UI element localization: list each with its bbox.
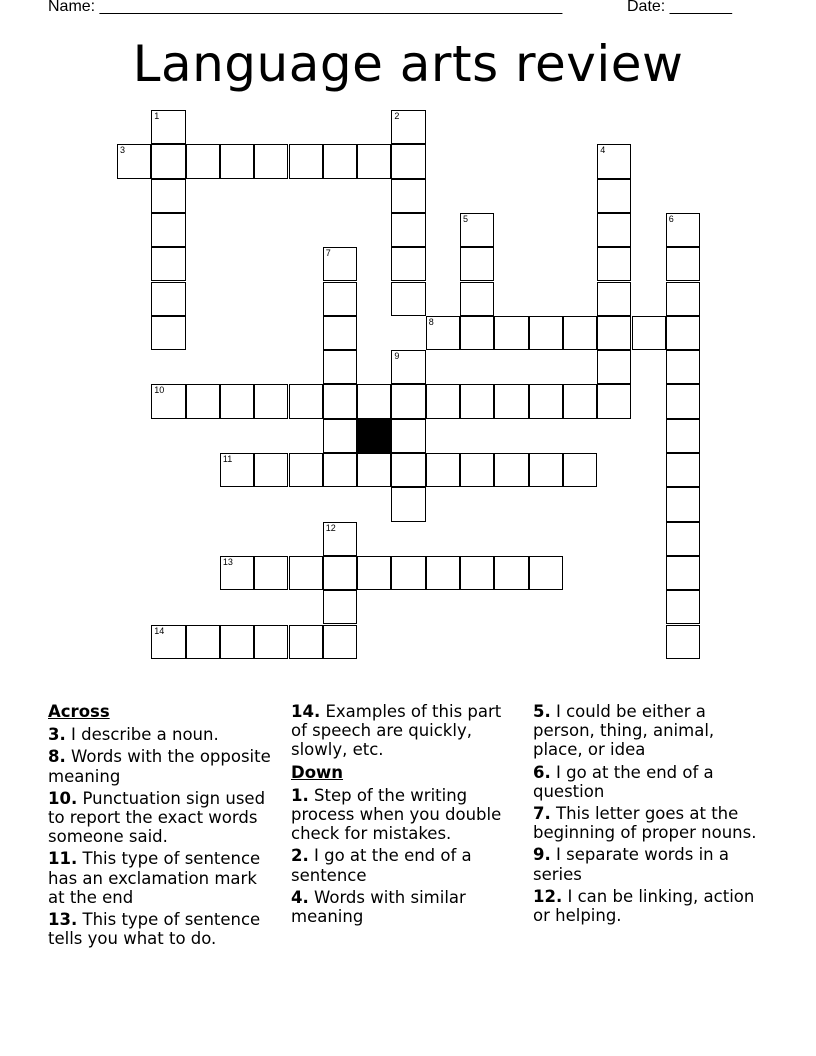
crossword-cell[interactable] [220,453,254,487]
crossword-cell[interactable] [460,556,494,590]
crossword-cell[interactable] [151,316,185,350]
clue-text: Punctuation sign used to report the exact words someone said. [48,788,266,847]
clue-text: I go at the end of a question [533,762,714,801]
crossword-cell[interactable] [666,350,700,384]
crossword-cell[interactable] [323,350,357,384]
crossword-cell[interactable] [460,247,494,281]
clue-down-1 [291,786,519,844]
cell-number: 6 [668,213,674,224]
crossword-cell[interactable] [220,556,254,590]
cell-number: 5 [463,213,469,224]
cell-number: 10 [154,385,165,396]
clue-text: Examples of this part of speech are quickly, slowly, etc. [291,702,502,760]
crossword-cell[interactable] [151,282,185,316]
crossword-cell[interactable] [391,419,425,453]
crossword-cell[interactable] [666,487,700,521]
date-field: Date: _______ [627,0,732,15]
crossword-cell[interactable] [323,590,357,624]
clue-number: 10. [48,788,78,808]
clue-number: 2. [291,846,309,866]
crossword-cell[interactable] [323,556,357,590]
crossword-cell[interactable] [391,179,425,213]
clue-text: Step of the writing process when you double check for mistakes. [291,785,502,844]
crossword-cell[interactable] [632,316,666,350]
cell-number: 13 [222,556,233,567]
crossword-cell[interactable] [460,316,494,350]
crossword-cell[interactable] [220,625,254,659]
crossword-cell[interactable] [391,110,425,144]
crossword-cell[interactable] [289,625,323,659]
crossword-cell[interactable] [151,213,185,247]
crossword-cell[interactable] [529,316,563,350]
crossword-cell[interactable] [563,316,597,350]
clue-number: 11. [48,849,78,869]
crossword-cell[interactable] [460,213,494,247]
crossword-cell[interactable] [323,384,357,418]
crossword-cell[interactable] [357,453,391,487]
crossword-cell[interactable] [666,419,700,453]
crossword-cell[interactable] [426,316,460,350]
crossword-cell[interactable] [254,556,288,590]
crossword-cell[interactable] [357,144,391,178]
cell-number: 2 [394,111,400,121]
clue-down-5 [533,702,761,760]
clue-number: 6. [533,762,551,782]
crossword-cell[interactable] [666,213,700,247]
crossword-cell[interactable] [597,144,631,178]
crossword-cell[interactable] [186,384,220,418]
crossword-cell[interactable] [151,384,185,418]
crossword-cell[interactable] [494,556,528,590]
crossword-cell[interactable] [323,247,357,281]
clues-column-3 [533,702,761,928]
crossword-cell[interactable] [186,625,220,659]
across-heading: Across [48,702,110,721]
clue-text: I can be linking, action or helping. [533,886,755,926]
cell-number: 1 [154,111,160,121]
clue-number: 8. [48,747,66,767]
cell-number: 9 [394,351,400,362]
crossword-cell[interactable] [391,144,425,178]
clue-down-2 [291,846,519,884]
crossword-cell[interactable] [391,247,425,281]
crossword-cell[interactable] [529,384,563,418]
clue-across-8 [48,747,276,785]
crossword-cell[interactable] [460,453,494,487]
crossword-cell[interactable] [426,556,460,590]
clue-text: I describe a noun. [71,725,219,745]
clues-column-1 [48,702,276,951]
clue-across-10 [48,789,276,847]
clue-down-7 [533,804,761,842]
crossword-cell[interactable] [460,282,494,316]
crossword-cell[interactable] [391,487,425,521]
crossword-cell[interactable] [666,316,700,350]
clue-number: 7. [533,804,551,824]
clue-down-4 [291,888,519,926]
crossword-cell[interactable] [666,590,700,624]
clue-number: 13. [48,910,78,930]
crossword-cell[interactable] [151,110,185,144]
crossword-cell[interactable] [666,247,700,281]
crossword-cell[interactable] [254,453,288,487]
crossword-cell[interactable] [597,316,631,350]
crossword-cell[interactable] [254,384,288,418]
clue-across-14 [291,702,519,760]
clue-across-13 [48,910,276,948]
cell-number: 14 [154,625,165,636]
clue-text: I go at the end of a sentence [291,846,472,885]
cell-number: 8 [428,316,434,327]
page-title: Language arts review [132,35,684,93]
crossword-cell[interactable] [323,625,357,659]
clue-number: 4. [291,887,309,907]
crossword-cell[interactable] [151,144,185,178]
crossword-cell[interactable] [323,316,357,350]
crossword-cell[interactable] [323,144,357,178]
clue-text: This type of sentence has an exclamation mark at the end [48,849,261,907]
crossword-cell[interactable] [391,213,425,247]
crossword-cell[interactable] [151,625,185,659]
crossword-cell[interactable] [597,213,631,247]
crossword-cell[interactable] [323,282,357,316]
down-heading: Down [291,762,344,782]
crossword-cell[interactable] [426,384,460,418]
cell-number: 3 [120,145,126,156]
crossword-cell[interactable] [529,453,563,487]
clue-across-3 [48,725,276,744]
clue-text: Words with similar meaning [291,887,466,927]
clue-text: This letter goes at the beginning of proper nouns. [533,804,757,843]
clue-down-6 [533,763,761,801]
clue-number: 9. [533,845,551,865]
clues-column-2 [291,702,519,929]
clue-text: I could be either a person, thing, animal, place, or idea [533,702,715,760]
crossword-cell[interactable] [289,556,323,590]
crossword-cell[interactable] [357,556,391,590]
crossword-cell[interactable] [289,144,323,178]
crossword-cell[interactable] [597,247,631,281]
clue-text: This type of sentence tells you what to do. [48,910,261,949]
crossword-cell[interactable] [563,384,597,418]
crossword-cell[interactable] [494,453,528,487]
name-field: Name: ____________________________________________________ [48,0,563,15]
crossword-cell[interactable] [220,384,254,418]
crossword-cell[interactable] [357,384,391,418]
crossword-cell[interactable] [426,453,460,487]
crossword-cell[interactable] [391,282,425,316]
crossword-cell[interactable] [666,625,700,659]
crossword-cell[interactable] [460,384,494,418]
clue-number: 1. [291,785,309,805]
crossword-cell[interactable] [597,384,631,418]
crossword-cell[interactable] [666,522,700,556]
crossword-cell[interactable] [597,179,631,213]
crossword-cell[interactable] [289,453,323,487]
blocked-cell [357,419,391,453]
clue-text: Words with the opposite meaning [48,747,271,786]
clue-number: 3. [48,725,66,745]
clue-number: 5. [533,702,551,721]
clue-number: 14. [291,702,321,721]
crossword-cell[interactable] [563,453,597,487]
cell-number: 12 [325,522,336,533]
crossword-cell[interactable] [391,453,425,487]
crossword-cell[interactable] [254,144,288,178]
cell-number: 4 [600,145,606,156]
crossword-cell[interactable] [391,350,425,384]
crossword-cell[interactable] [323,522,357,556]
crossword-cell[interactable] [391,556,425,590]
crossword-cell[interactable] [151,247,185,281]
crossword-cell[interactable] [666,282,700,316]
crossword-cell[interactable] [289,384,323,418]
clue-down-12 [533,887,761,925]
clue-text: I separate words in a series [533,845,730,884]
clue-down-9 [533,845,761,883]
crossword-cell[interactable] [323,419,357,453]
crossword-cell[interactable] [494,384,528,418]
crossword-cell[interactable] [117,144,151,178]
clue-across-11 [48,849,276,907]
crossword-cell[interactable] [529,556,563,590]
crossword-cell[interactable] [186,144,220,178]
crossword-cell[interactable] [494,316,528,350]
crossword-cell[interactable] [254,625,288,659]
crossword-cell[interactable] [597,350,631,384]
crossword-cell[interactable] [323,453,357,487]
crossword-cell[interactable] [666,453,700,487]
crossword-cell[interactable] [666,556,700,590]
cell-number: 7 [325,248,331,259]
crossword-cell[interactable] [151,179,185,213]
crossword-cell[interactable] [597,282,631,316]
clue-number: 12. [533,886,563,906]
cell-number: 11 [222,454,233,464]
crossword-cell[interactable] [220,144,254,178]
crossword-cell[interactable] [666,384,700,418]
crossword-cell[interactable] [391,384,425,418]
